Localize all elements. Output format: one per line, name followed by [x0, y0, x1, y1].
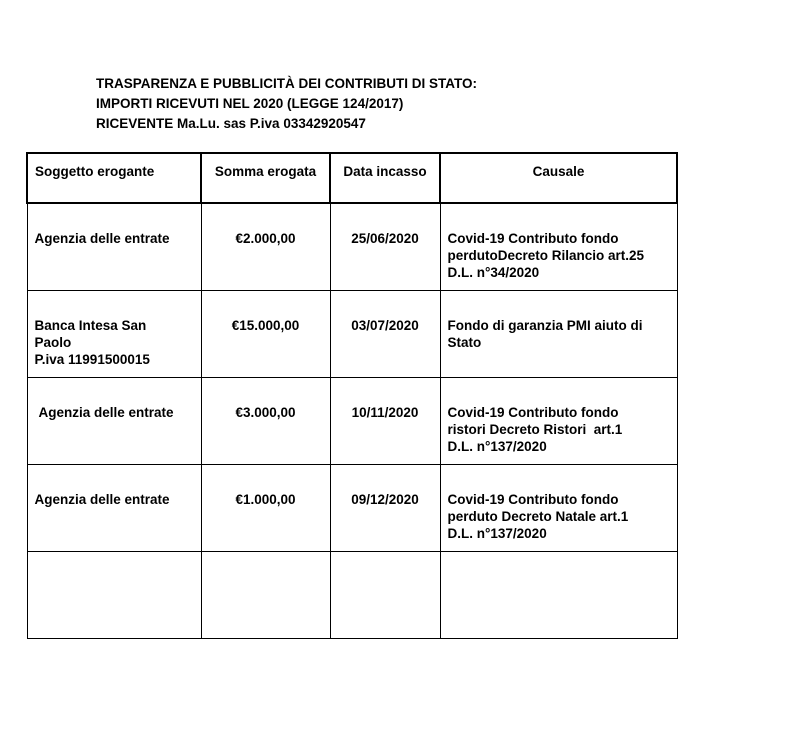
table-header-row — [27, 153, 677, 203]
cell-data: 25/06/2020 — [330, 203, 440, 290]
cell-causale — [440, 464, 677, 551]
cell-text: D.L. n°34/2020 — [447, 265, 540, 280]
cell-causale — [440, 551, 677, 638]
cell-data — [330, 551, 440, 638]
document-heading — [96, 74, 477, 134]
cell-somma: €1.000,00 — [201, 464, 330, 551]
cell-text: Agenzia delle entrate — [38, 404, 174, 420]
heading-line-1: TRASPARENZA E PUBBLICITÀ DEI CONTRIBUTI DI STATO: — [96, 76, 477, 91]
table-row — [27, 203, 677, 290]
cell-soggetto — [27, 377, 201, 464]
cell-soggetto — [27, 464, 201, 551]
cell-causale — [440, 203, 677, 290]
cell-soggetto — [27, 551, 201, 638]
column-header-data: Data incasso — [330, 153, 440, 203]
column-header-soggetto: Soggetto erogante — [27, 153, 201, 203]
table-row — [27, 377, 677, 464]
cell-text: Banca Intesa San — [34, 317, 147, 333]
cell-somma: €2.000,00 — [201, 203, 330, 290]
column-header-causale: Causale — [440, 153, 677, 203]
cell-causale — [440, 290, 677, 377]
cell-soggetto — [27, 203, 201, 290]
cell-causale — [440, 377, 677, 464]
cell-text: perduto Decreto Natale art.1 — [447, 508, 629, 524]
cell-soggetto — [27, 290, 201, 377]
cell-somma: €3.000,00 — [201, 377, 330, 464]
heading-line-3: RICEVENTE Ma.Lu. sas P.iva 03342920547 — [96, 116, 366, 131]
cell-somma — [201, 551, 330, 638]
cell-text: Covid-19 Contributo fondo — [447, 491, 619, 507]
table-row-empty — [27, 551, 677, 638]
cell-text: ristori Decreto Ristori art.1 — [447, 421, 623, 437]
cell-text: D.L. n°137/2020 — [447, 438, 547, 454]
column-header-somma: Somma erogata — [201, 153, 330, 203]
cell-text: Covid-19 Contributo fondo — [447, 231, 619, 246]
cell-data: 03/07/2020 — [330, 290, 440, 377]
cell-text: Agenzia delle entrate — [34, 231, 170, 246]
cell-text: D.L. n°137/2020 — [447, 525, 547, 541]
heading-line-2: IMPORTI RICEVUTI NEL 2020 (LEGGE 124/2017) — [96, 96, 404, 111]
contributions-table — [26, 152, 678, 639]
cell-somma: €15.000,00 — [201, 290, 330, 377]
cell-text: Covid-19 Contributo fondo — [447, 404, 619, 420]
cell-data: 09/12/2020 — [330, 464, 440, 551]
table-row — [27, 464, 677, 551]
cell-data: 10/11/2020 — [330, 377, 440, 464]
cell-text: perdutoDecreto Rilancio art.25 — [447, 248, 645, 263]
cell-text: Paolo — [34, 334, 72, 350]
cell-text: Stato — [447, 334, 482, 350]
cell-text: Fondo di garanzia PMI aiuto di — [447, 317, 643, 333]
table-row — [27, 290, 677, 377]
cell-text: P.iva 11991500015 — [34, 351, 150, 367]
cell-text: Agenzia delle entrate — [34, 491, 170, 507]
